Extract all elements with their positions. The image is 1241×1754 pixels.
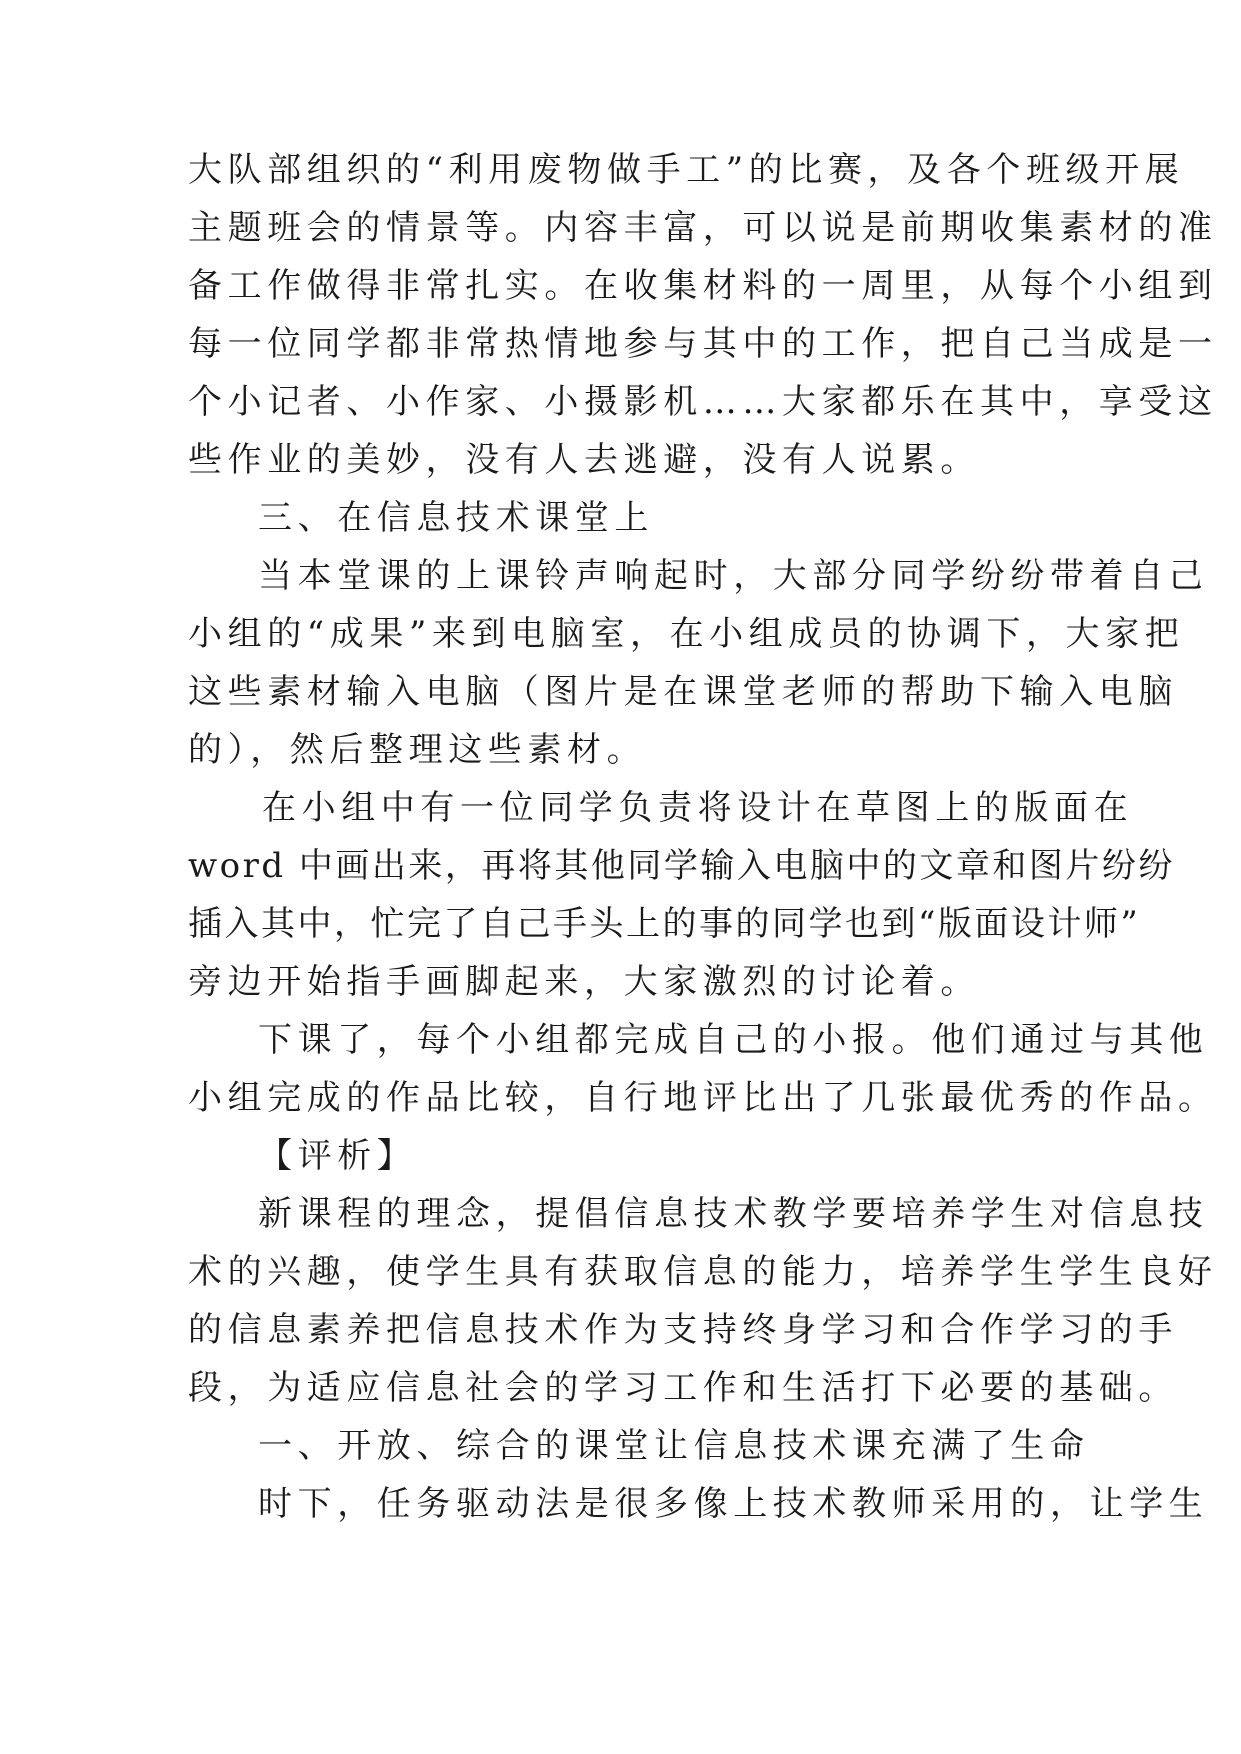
body-text-line: 时下，任务驱动法是很多像上技术教师采用的，让学生 bbox=[258, 1484, 1209, 1524]
body-text-line: 当本堂课的上课铃声响起时，大部分同学纷纷带着自己 bbox=[258, 556, 1209, 596]
body-text-line: 的），然后整理这些素材。 bbox=[188, 730, 647, 770]
section-heading: 三、在信息技术课堂上 bbox=[258, 498, 654, 538]
body-text-line: 新课程的理念，提倡信息技术教学要培养学生对信息技 bbox=[258, 1194, 1209, 1234]
body-text-line: 每一位同学都非常热情地参与其中的工作，把自己当成是一 bbox=[188, 324, 1218, 364]
body-text-line: 个小记者、小作家、小摄影机……大家都乐在其中，享受这 bbox=[188, 382, 1218, 422]
body-text-line: 旁边开始指手画脚起来，大家激烈的讨论着。 bbox=[188, 962, 980, 1002]
body-text-line: 下课了，每个小组都完成自己的小报。他们通过与其他 bbox=[258, 1020, 1209, 1060]
body-text-line: 术的兴趣，使学生具有获取信息的能力，培养学生学生良好 bbox=[188, 1252, 1218, 1292]
body-text-line: 这些素材输入电脑（图片是在课堂老师的帮助下输入电脑 bbox=[188, 672, 1178, 712]
body-text-line: 小组完成的作品比较，自行地评比出了几张最优秀的作品。 bbox=[188, 1078, 1218, 1118]
body-text-line: 插入其中，忙完了自己手头上的事的同学也到“版面设计师” bbox=[188, 904, 1141, 944]
body-text-line: 些作业的美妙，没有人去逃避，没有人说累。 bbox=[188, 440, 980, 480]
body-text-line: 小组的“成果”来到电脑室，在小组成员的协调下，大家把 bbox=[188, 614, 1185, 654]
body-text-line: word 中画出来，再将其他同学输入电脑中的文章和图片纷纷 bbox=[188, 846, 1175, 886]
body-text-line: 大队部组织的“利用废物做手工”的比赛，及各个班级开展 bbox=[188, 150, 1185, 190]
section-heading: 一、开放、综合的课堂让信息技术课充满了生命 bbox=[258, 1426, 1090, 1466]
body-text-line: 的信息素养把信息技术作为支持终身学习和合作学习的手 bbox=[188, 1310, 1178, 1350]
body-text-line: 主题班会的情景等。内容丰富，可以说是前期收集素材的准 bbox=[188, 208, 1218, 248]
body-text-line: 备工作做得非常扎实。在收集材料的一周里，从每个小组到 bbox=[188, 266, 1218, 306]
body-text-line: 段，为适应信息社会的学习工作和生活打下必要的基础。 bbox=[188, 1368, 1178, 1408]
analysis-heading: 【评析】 bbox=[258, 1136, 417, 1176]
body-text-line: 在小组中有一位同学负责将设计在草图上的版面在 bbox=[262, 788, 1134, 828]
